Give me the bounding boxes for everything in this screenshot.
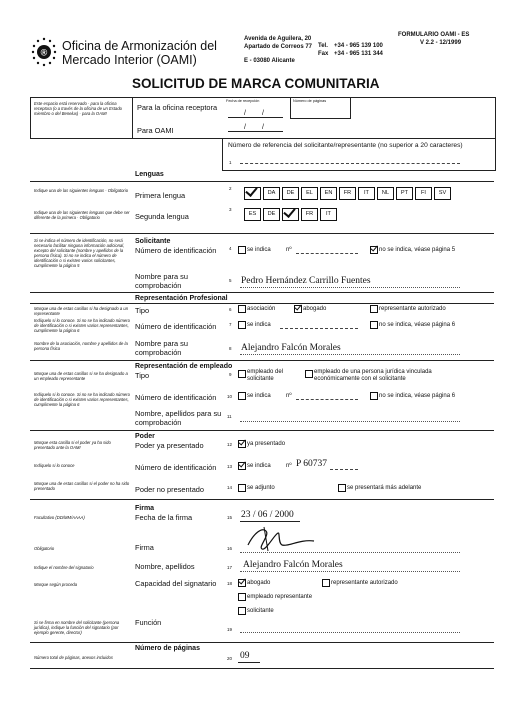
capacidad-abogado-checkbox[interactable] [238,579,246,587]
empleado-id-label: Número de identificación [135,393,217,402]
fecha-firma-value[interactable]: 23 / 06 / 2000 [241,510,294,520]
empleado-tipo-label: Tipo [135,371,150,380]
solicitante-heading: Solicitante [135,238,171,245]
form-title: SOLICITUD DE MARCA COMUNITARIA [132,76,380,91]
address-line3: E - 03080 Alicante [244,58,295,64]
empleado-solicitante-checkbox[interactable] [238,370,246,378]
paginas-heading: Número de páginas [135,645,200,652]
firmante-name-label: Nombre, apellidos [135,562,195,571]
solicitante-name-label: Nombre para su comprobación [135,272,188,290]
poder-id-value[interactable]: P 60737 [296,459,328,469]
empleado-se-indica-checkbox[interactable] [238,392,246,400]
form-version: V 2.2 - 12/1999 [420,40,462,46]
profesional-id-input[interactable] [280,328,358,329]
empleado-heading: Representación de empleado [135,363,233,370]
first-lang-de[interactable]: DE [282,187,299,200]
profesional-id-label: Número de identificación [135,322,217,331]
poder-id-label: Número de identificación [135,463,217,472]
first-lang-fr[interactable]: FR [339,187,356,200]
tel-label: Tel. [318,43,328,49]
lenguas-heading: Lenguas [135,171,164,178]
svg-text:®: ® [40,47,48,58]
first-lang-it[interactable]: IT [358,187,375,200]
poder-se-adjunto-checkbox[interactable] [238,484,246,492]
second-lang-en[interactable] [282,208,299,221]
first-lang-da[interactable]: DA [263,187,280,200]
solicitante-se-indica-checkbox[interactable] [238,246,246,254]
funcion-label: Función [135,618,162,627]
solicitante-id-label: Número de identificación [135,246,217,255]
signature-graphic [244,525,316,553]
receiving-office-label: Para la oficina receptora [137,103,218,112]
second-lang-fr[interactable]: FR [301,208,318,221]
second-lang-es[interactable]: ES [244,208,261,221]
empleado-name-label: Nombre, apellidos para su comprobación [135,409,222,427]
capacidad-empleado-checkbox[interactable] [238,593,246,601]
reference-input[interactable] [240,163,460,164]
poder-se-indica-checkbox[interactable] [238,462,246,470]
solicitante-id-input[interactable] [296,253,358,254]
address-line2: Apartado de Correos 77 [244,44,313,50]
capacidad-solicitante-checkbox[interactable] [238,607,246,615]
reception-note: Este espacio está reservado · para la oficina receptora (o a través de la oficina de un Estado miembro o del Benelux) · para la OAMI [34,101,122,116]
oami-label: Para OAMI [137,126,174,135]
empleado-name-input[interactable] [240,421,460,422]
org-name-line2: Mercado Interior (OAMI) [62,53,197,67]
first-lang-sv[interactable]: SV [434,187,451,200]
profesional-tipo-label: Tipo [135,306,150,315]
solicitante-name-value[interactable]: Pedro Hernández Carrillo Fuentes [241,276,371,286]
tel-number: +34 - 965 139 100 [334,43,383,49]
firmante-name-value[interactable]: Alejandro Falcón Morales [243,560,343,570]
first-lang-pt[interactable]: PT [396,187,413,200]
capacidad-label: Capacidad del signatario [135,579,217,588]
paginas-value[interactable]: 09 [240,651,250,661]
first-language-label: Primera lengua [135,191,186,200]
solicitante-no-se-indica-checkbox[interactable] [370,246,378,254]
first-lang-es[interactable] [244,187,261,200]
second-lang-it[interactable]: IT [320,208,337,221]
first-lang-fi[interactable]: FI [415,187,432,200]
profesional-heading: Representación Profesional [135,295,228,302]
eu-stars-logo [30,36,58,68]
poder-ya-presentado-checkbox[interactable] [238,440,246,448]
reception-date-label: Fecha de recepción [226,99,260,103]
profesional-name-label: Nombre para su comprobación [135,339,188,357]
poder-mas-adelante-checkbox[interactable] [338,484,346,492]
address-line1: Avenida de Aguilera, 20 [244,36,312,42]
profesional-abogado-checkbox[interactable] [294,305,302,313]
fax-label: Fax [318,51,329,57]
profesional-autorizado-checkbox[interactable] [370,305,378,313]
funcion-input[interactable] [240,632,460,633]
second-language-label: Segunda lengua [135,212,189,221]
first-lang-nl[interactable]: NL [377,187,394,200]
profesional-asociacion-checkbox[interactable] [238,305,246,313]
profesional-se-indica-checkbox[interactable] [238,321,246,329]
profesional-name-value[interactable]: Alejandro Falcón Morales [241,343,341,353]
profesional-no-se-indica-checkbox[interactable] [370,321,378,329]
org-name-line1: Oficina de Armonización del [62,39,217,53]
firma-heading: Firma [135,505,155,512]
reception-pages-label: Número de páginas [293,99,327,103]
reference-label: Número de referencia del solicitante/representante (no superior a 20 caracteres) [228,142,463,149]
poder-presentado-label: Poder ya presentado [135,441,204,450]
empleado-id-input[interactable] [296,399,358,400]
poder-heading: Poder [135,433,155,440]
fecha-firma-label: Fecha de la firma [135,513,193,522]
empleado-no-se-indica-checkbox[interactable] [370,392,378,400]
second-lang-de[interactable]: DE [263,208,280,221]
poder-no-presentado-label: Poder no presentado [135,485,205,494]
empleado-otra-checkbox[interactable] [305,370,313,378]
firma-label: Firma [135,543,154,552]
fax-number: +34 - 965 131 344 [334,51,383,57]
solicitante-note: Si se indica el número de identificación, no será necesario facilitar ninguna información adicional, excepto del solicitante (nombre y apellidos de la persona física). Si no se indica el número de identificación o si existen varios solicitantes, cumplimente la página 5 [34,238,125,268]
first-lang-el[interactable]: EL [301,187,318,200]
first-lang-en[interactable]: EN [320,187,337,200]
form-code: FORMULARIO OAMI - ES [398,32,470,38]
capacidad-autorizado-checkbox[interactable] [322,579,330,587]
